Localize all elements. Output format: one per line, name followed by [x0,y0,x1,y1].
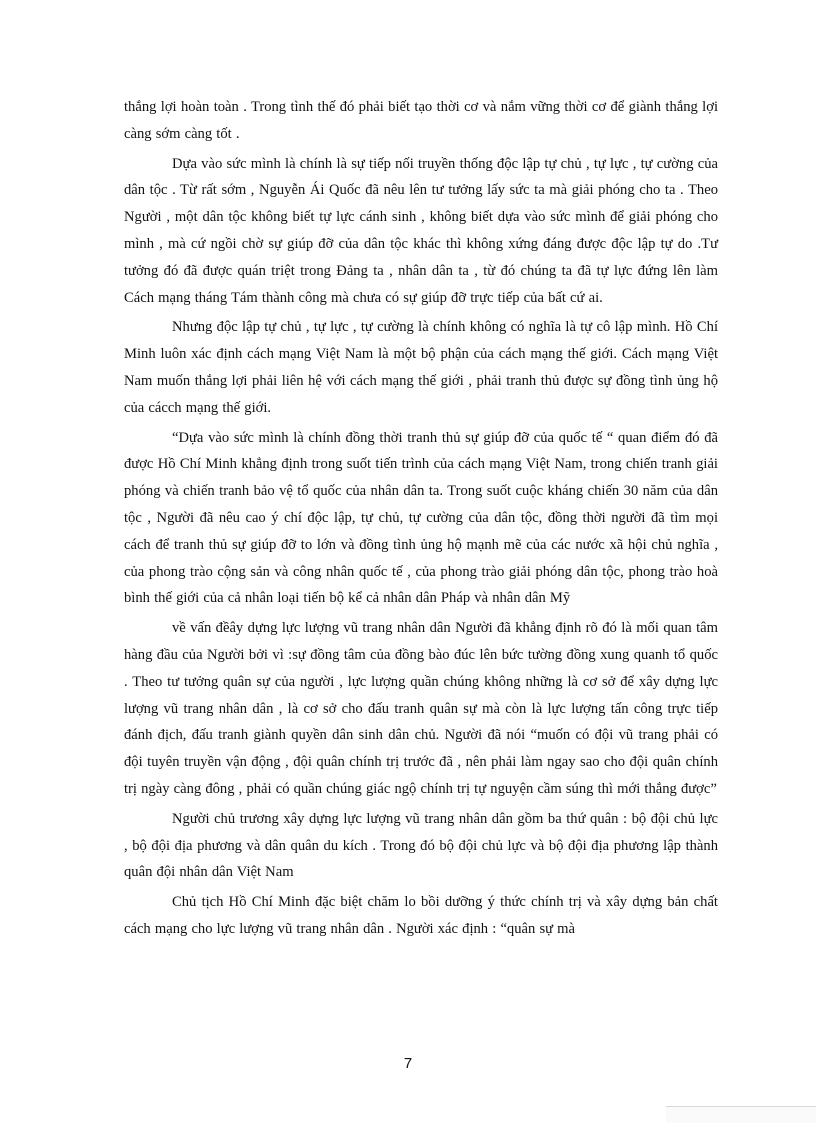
paragraph-1: thắng lợi hoàn toàn . Trong tình thế đó phải biết tạo thời cơ và nắm vững thời cơ để giành thắng lợi càng sớm càng tốt . [124,99,718,142]
page-edge-divider [666,1106,816,1123]
paragraph-2: Dựa vào sức mình là chính là sự tiếp nối truyền thống độc lập tự chủ , tự lực , tự cường của dân tộc . Từ rất sớm , Nguyễn Ái Quốc đã nêu lên tư tưởng lấy sức ta mà giải phóng cho ta . Theo Người , một dân tộc không biết tự lực cánh sinh , không biết dựa vào sức mình để giải phóng cho mình , mà cứ ngồi chờ sự giúp đỡ của dân tộc khác thì không xứng đáng được độc lập tự do .Tư tưởng đó đã được quán triệt trong Đảng ta , nhân dân ta , từ đó chúng ta đã tự lực đứng lên làm Cách mạng tháng Tám thành công mà chưa có sự giúp đỡ trực tiếp của bất cứ ai. [124,155,718,306]
document-body [124,94,718,943]
paragraph-6: Người chủ trương xây dựng lực lượng vũ trang nhân dân gồm ba thứ quân : bộ đội chủ lực , bộ đội địa phương và dân quân du kích . Trong đó bộ đội chủ lực và bộ đội địa phương lập thành quân đội nhân dân Việt Nam [124,810,718,881]
paragraph-7: Chủ tịch Hồ Chí Minh đặc biệt chăm lo bồi dưỡng ý thức chính trị và xây dựng bản chất cách mạng cho lực lượng vũ trang nhân dân . Người xác định : “quân sự mà [124,894,718,937]
paragraph-3: Nhưng độc lập tự chủ , tự lực , tự cường là chính không có nghĩa là tự cô lập mình. Hồ Chí Minh luôn xác định cách mạng Việt Nam là một bộ phận của cách mạng thế giới. Cách mạng Việt Nam muốn thắng lợi phải liên hệ với cách mạng thế giới , phải tranh thủ được sự đồng tình ủng hộ của cácch mạng thế giới. [124,319,718,416]
paragraph-4: “Dựa vào sức mình là chính đồng thời tranh thủ sự giúp đỡ của quốc tế “ quan điểm đó đã được Hồ Chí Minh khẳng định trong suốt tiến trình của cách mạng Việt Nam, trong chiến tranh giải phóng và chiến tranh bảo vệ tổ quốc của nhân dân ta. Trong suốt cuộc kháng chiến 30 năm của dân tộc , Người đã nêu cao ý chí độc lập, tự chủ, tự cường của dân tộc, đồng thời người đã tìm mọi cách để tranh thủ sự giúp đỡ to lớn và đồng tình ủng hộ mạnh mẽ của các nước xã hội chủ nghĩa , của phong trào cộng sản và công nhân quốc tế , của phong trào giải phóng dân tộc, phong trào hoà bình thế giới của cả nhân loại tiến bộ kể cả nhân dân Pháp và nhân dân Mỹ [124,429,718,607]
page-number: 7 [403,1055,413,1072]
paragraph-5: về vấn đềây dựng lực lượng vũ trang nhân dân Người đã khẳng định rõ đó là mối quan tâm hàng đầu của Người bởi vì :sự đồng tâm của đồng bào đúc lên bức tường đồng xung quanh tổ quốc . Theo tư tưởng quân sự của người , lực lượng quần chúng không những là cơ sở để xây dựng lực lượng vũ trang nhân dân , là cơ sở cho đấu tranh quân sự mà còn là lực lượng tấn công trực tiếp đánh địch, đấu tranh giành quyền dân sinh dân chủ. Người đã nói “muốn có đội vũ trang phải có đội tuyên truyền vận động , đội quân chính trị trước đã , nên phải làm ngay sao cho đội quân chính trị ngày càng đông , phải có quần chúng giác ngộ chính trị tự nguyện cầm súng thì mới thắng được” [124,620,718,797]
